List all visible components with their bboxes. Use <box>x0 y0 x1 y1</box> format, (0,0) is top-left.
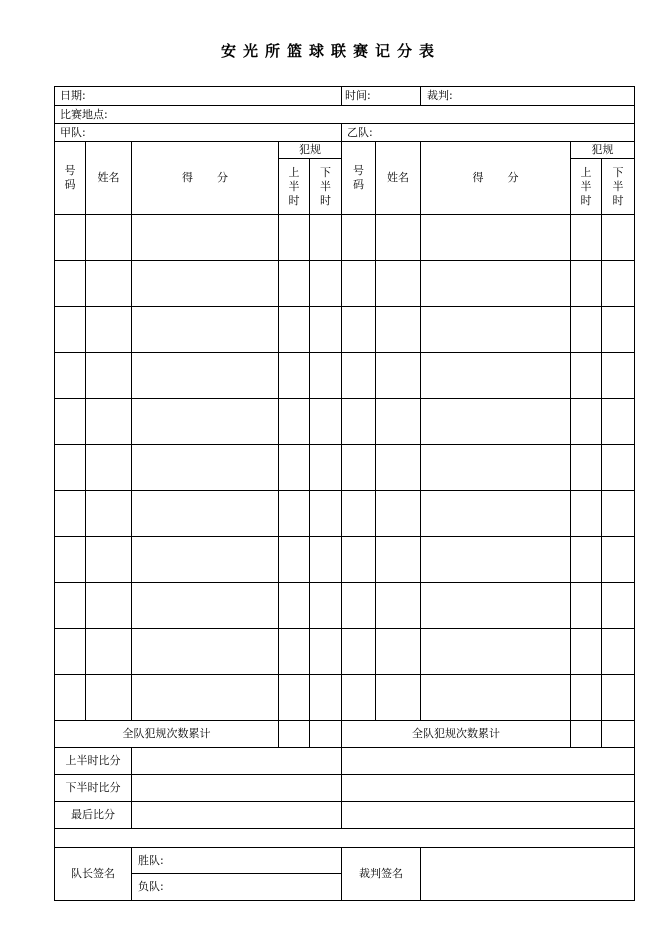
team-b-field[interactable] <box>342 124 635 142</box>
referee-signature-field[interactable] <box>421 848 635 901</box>
team-b-foul-second-half-cell[interactable] <box>602 675 635 721</box>
team-a-number-cell[interactable] <box>55 491 86 537</box>
player-row <box>55 353 635 399</box>
final-score-team-b[interactable] <box>342 802 635 829</box>
team-a-name-cell[interactable] <box>86 537 132 583</box>
second-half-score-team-b[interactable] <box>342 775 635 802</box>
player-row <box>55 675 635 721</box>
team-b-foul-total-label: 全队犯规次数累计 <box>342 721 571 748</box>
team-b-name-cell[interactable] <box>376 675 421 721</box>
team-a-name-cell[interactable] <box>86 629 132 675</box>
team-a-foul-second-half-cell[interactable] <box>310 537 342 583</box>
team-b-foul-first-half-cell[interactable] <box>571 445 602 491</box>
team-b-score-header: 得 分 <box>421 142 571 215</box>
team-b-foul-second-half-cell[interactable] <box>602 491 635 537</box>
team-b-name-cell[interactable] <box>376 583 421 629</box>
team-b-foul-second-half-cell[interactable] <box>602 583 635 629</box>
team-a-name-cell[interactable] <box>86 215 132 261</box>
team-a-label: 甲队: <box>60 125 86 139</box>
team-b-number-cell[interactable] <box>342 629 376 675</box>
team-b-score-cell[interactable] <box>421 675 571 721</box>
team-b-foul-first-half-cell[interactable] <box>571 583 602 629</box>
player-row <box>55 583 635 629</box>
player-row <box>55 537 635 583</box>
team-a-foul-second-half-cell[interactable] <box>310 261 342 307</box>
team-b-name-cell[interactable] <box>376 261 421 307</box>
team-a-foul-first-half-cell[interactable] <box>279 491 310 537</box>
team-b-name-cell[interactable] <box>376 445 421 491</box>
team-b-score-cell[interactable] <box>421 537 571 583</box>
team-b-name-cell[interactable] <box>376 629 421 675</box>
team-a-name-cell[interactable] <box>86 353 132 399</box>
team-b-first-half-header: 上 半 时 <box>571 159 602 215</box>
referee-signature-label: 裁判签名 <box>342 848 421 901</box>
team-b-foul-first-half-cell[interactable] <box>571 537 602 583</box>
team-a-first-half-header: 上 半 时 <box>279 159 310 215</box>
team-a-foul-first-half-cell[interactable] <box>279 261 310 307</box>
team-b-name-cell[interactable] <box>376 353 421 399</box>
team-b-number-cell[interactable] <box>342 261 376 307</box>
team-b-foul-first-half-cell[interactable] <box>571 491 602 537</box>
team-a-name-cell[interactable] <box>86 445 132 491</box>
team-a-foul-first-half-cell[interactable] <box>279 629 310 675</box>
team-a-score-cell[interactable] <box>132 261 279 307</box>
time-label: 时间: <box>345 89 371 102</box>
player-row <box>55 629 635 675</box>
player-row <box>55 445 635 491</box>
team-b-score-cell[interactable] <box>421 353 571 399</box>
team-a-foul-second-half-cell[interactable] <box>310 675 342 721</box>
team-a-number-cell[interactable] <box>55 675 86 721</box>
team-a-number-cell[interactable] <box>55 215 86 261</box>
team-b-number-cell[interactable] <box>342 399 376 445</box>
loser-signature-field[interactable] <box>132 874 342 901</box>
team-b-score-cell[interactable] <box>421 261 571 307</box>
team-a-second-half-header: 下 半 时 <box>310 159 342 215</box>
team-b-number-header: 号 码 <box>342 142 376 215</box>
team-b-number-cell[interactable] <box>342 353 376 399</box>
team-b-name-header: 姓名 <box>376 142 421 215</box>
player-row <box>55 307 635 353</box>
team-a-name-header: 姓名 <box>86 142 132 215</box>
team-b-name-cell[interactable] <box>376 215 421 261</box>
team-b-foul-second-half-cell[interactable] <box>602 307 635 353</box>
team-a-foul-second-half-cell[interactable] <box>310 353 342 399</box>
date-label: 日期: <box>60 89 86 102</box>
team-a-name-cell[interactable] <box>86 307 132 353</box>
team-b-foul-first-half-cell[interactable] <box>571 261 602 307</box>
team-a-foul-total-first-half[interactable] <box>279 721 310 748</box>
winner-signature-field[interactable] <box>132 848 342 874</box>
team-b-number-cell[interactable] <box>342 307 376 353</box>
team-a-number-cell[interactable] <box>55 537 86 583</box>
team-a-number-cell[interactable] <box>55 353 86 399</box>
team-a-foul-first-half-cell[interactable] <box>279 583 310 629</box>
team-b-foul-first-half-cell[interactable] <box>571 399 602 445</box>
first-half-score-team-a[interactable] <box>132 748 342 775</box>
team-a-score-cell[interactable] <box>132 445 279 491</box>
time-field[interactable] <box>342 87 421 106</box>
team-b-foul-total-second-half[interactable] <box>602 721 635 748</box>
player-row <box>55 399 635 445</box>
team-b-foul-first-half-cell[interactable] <box>571 215 602 261</box>
final-score-label: 最后比分 <box>55 802 132 829</box>
team-b-foul-total-first-half[interactable] <box>571 721 602 748</box>
second-half-score-label: 下半时比分 <box>55 775 132 802</box>
team-a-foul-second-half-cell[interactable] <box>310 445 342 491</box>
team-a-number-cell[interactable] <box>55 583 86 629</box>
team-b-number-cell[interactable] <box>342 491 376 537</box>
score-sheet-table <box>54 86 635 901</box>
team-b-score-cell[interactable] <box>421 583 571 629</box>
team-a-foul-first-half-cell[interactable] <box>279 675 310 721</box>
captain-signature-label: 队长签名 <box>55 848 132 901</box>
team-a-foul-second-half-cell[interactable] <box>310 307 342 353</box>
team-a-score-cell[interactable] <box>132 353 279 399</box>
team-a-score-cell[interactable] <box>132 675 279 721</box>
team-b-number-cell[interactable] <box>342 675 376 721</box>
team-b-name-cell[interactable] <box>376 537 421 583</box>
date-field[interactable] <box>55 87 342 106</box>
team-a-fouls-header: 犯规 <box>279 142 342 159</box>
team-a-foul-second-half-cell[interactable] <box>310 629 342 675</box>
team-a-score-cell[interactable] <box>132 307 279 353</box>
team-a-score-cell[interactable] <box>132 215 279 261</box>
team-b-score-cell[interactable] <box>421 629 571 675</box>
team-b-foul-second-half-cell[interactable] <box>602 445 635 491</box>
team-b-score-cell[interactable] <box>421 215 571 261</box>
team-a-name-cell[interactable] <box>86 399 132 445</box>
team-b-foul-first-half-cell[interactable] <box>571 307 602 353</box>
player-row <box>55 215 635 261</box>
page-title: 安光所篮球联赛记分表 <box>220 42 441 60</box>
team-a-field[interactable] <box>55 124 342 142</box>
team-b-second-half-header: 下 半 时 <box>602 159 635 215</box>
referee-field[interactable] <box>421 87 635 106</box>
first-half-score-label: 上半时比分 <box>55 748 132 775</box>
team-a-score-cell[interactable] <box>132 491 279 537</box>
team-a-score-cell[interactable] <box>132 583 279 629</box>
team-a-number-cell[interactable] <box>55 261 86 307</box>
first-half-score-team-b[interactable] <box>342 748 635 775</box>
team-a-number-cell[interactable] <box>55 445 86 491</box>
team-a-foul-total-label: 全队犯规次数累计 <box>55 721 279 748</box>
team-b-foul-second-half-cell[interactable] <box>602 399 635 445</box>
player-row <box>55 491 635 537</box>
team-b-score-cell[interactable] <box>421 491 571 537</box>
team-a-foul-second-half-cell[interactable] <box>310 215 342 261</box>
team-a-name-cell[interactable] <box>86 675 132 721</box>
team-b-foul-second-half-cell[interactable] <box>602 353 635 399</box>
team-a-foul-second-half-cell[interactable] <box>310 583 342 629</box>
team-a-foul-second-half-cell[interactable] <box>310 491 342 537</box>
team-a-number-cell[interactable] <box>55 629 86 675</box>
team-b-foul-second-half-cell[interactable] <box>602 215 635 261</box>
team-b-number-cell[interactable] <box>342 583 376 629</box>
team-a-name-cell[interactable] <box>86 583 132 629</box>
team-a-foul-first-half-cell[interactable] <box>279 307 310 353</box>
team-b-name-cell[interactable] <box>376 399 421 445</box>
winner-label: 胜队: <box>138 853 164 867</box>
team-a-foul-first-half-cell[interactable] <box>279 537 310 583</box>
team-a-foul-first-half-cell[interactable] <box>279 399 310 445</box>
team-b-number-cell[interactable] <box>342 537 376 583</box>
team-b-label: 乙队: <box>347 125 373 139</box>
team-b-foul-first-half-cell[interactable] <box>571 353 602 399</box>
team-a-foul-first-half-cell[interactable] <box>279 215 310 261</box>
team-b-score-cell[interactable] <box>421 445 571 491</box>
team-a-foul-first-half-cell[interactable] <box>279 445 310 491</box>
team-a-score-cell[interactable] <box>132 537 279 583</box>
team-b-score-cell[interactable] <box>421 399 571 445</box>
team-a-number-cell[interactable] <box>55 307 86 353</box>
team-a-name-cell[interactable] <box>86 491 132 537</box>
team-a-number-header: 号 码 <box>55 142 86 215</box>
team-b-score-cell[interactable] <box>421 307 571 353</box>
team-a-name-cell[interactable] <box>86 261 132 307</box>
venue-field[interactable] <box>55 106 635 124</box>
team-a-foul-second-half-cell[interactable] <box>310 399 342 445</box>
team-a-score-header: 得 分 <box>132 142 279 215</box>
final-score-team-a[interactable] <box>132 802 342 829</box>
team-b-number-cell[interactable] <box>342 215 376 261</box>
team-a-number-cell[interactable] <box>55 399 86 445</box>
team-a-score-cell[interactable] <box>132 629 279 675</box>
second-half-score-team-a[interactable] <box>132 775 342 802</box>
referee-label: 裁判: <box>427 89 453 102</box>
team-b-fouls-header: 犯规 <box>571 142 635 159</box>
player-row <box>55 261 635 307</box>
team-b-foul-first-half-cell[interactable] <box>571 629 602 675</box>
team-b-number-cell[interactable] <box>342 445 376 491</box>
team-b-foul-second-half-cell[interactable] <box>602 261 635 307</box>
loser-label: 负队: <box>138 880 164 893</box>
team-b-name-cell[interactable] <box>376 307 421 353</box>
team-b-name-cell[interactable] <box>376 491 421 537</box>
venue-label: 比赛地点: <box>60 107 108 121</box>
team-b-foul-second-half-cell[interactable] <box>602 537 635 583</box>
team-b-foul-first-half-cell[interactable] <box>571 675 602 721</box>
spacer-row <box>55 829 635 848</box>
team-a-foul-first-half-cell[interactable] <box>279 353 310 399</box>
team-b-foul-second-half-cell[interactable] <box>602 629 635 675</box>
team-a-score-cell[interactable] <box>132 399 279 445</box>
team-a-foul-total-second-half[interactable] <box>310 721 342 748</box>
